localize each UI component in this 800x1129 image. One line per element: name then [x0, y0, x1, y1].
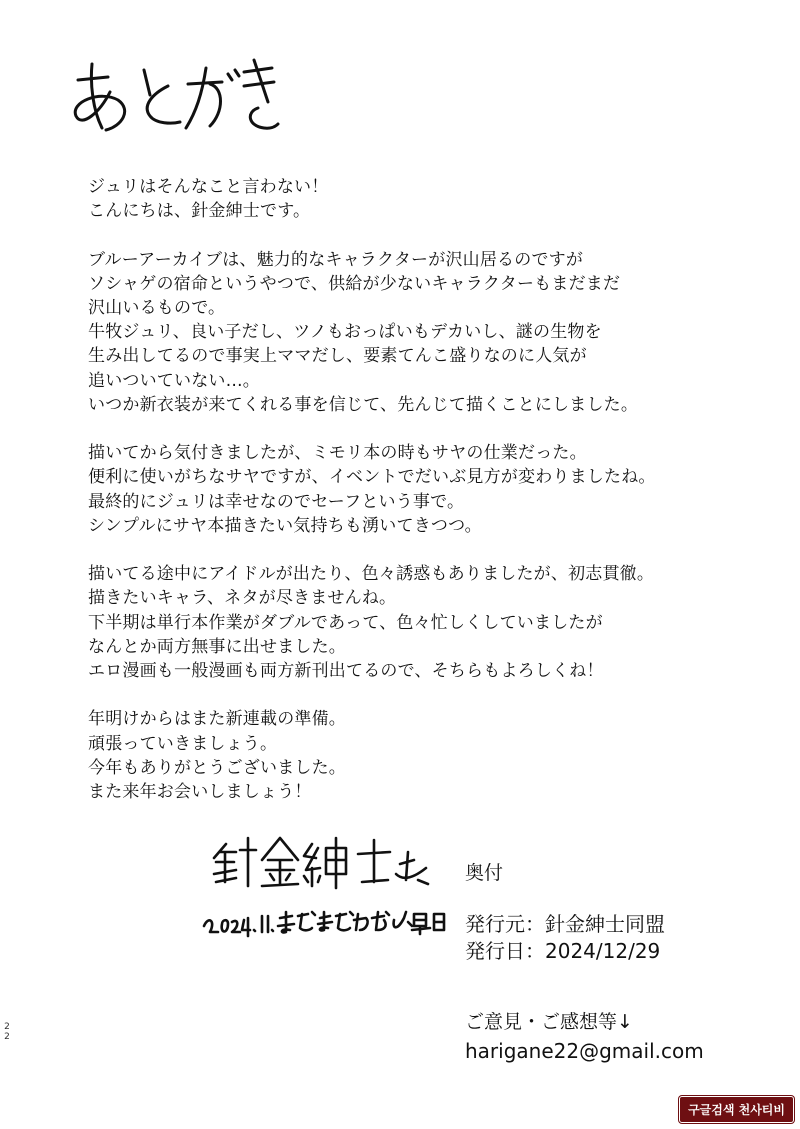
body-line: 追いついていない…。 [88, 370, 260, 391]
body-line: 便利に使いがちなサヤですが、イベントでだいぶ見方が変わりましたね。 [88, 467, 656, 488]
publisher-line: 発行元：針金紳士同盟 [465, 912, 665, 936]
contact-label: ご意見・ご感想等↓ [465, 1011, 633, 1033]
body-line: 年明けからはまた新連載の準備。 [88, 709, 346, 730]
body-line: 今年もありがとうございました。 [88, 757, 346, 778]
body-line: ソシャゲの宿命というやつで、供給が少ないキャラクターもまだまだ [88, 273, 621, 294]
svg-text:針金紳士: 針金紳士 [200, 830, 204, 831]
body-line: 牛牧ジュリ、良い子だし、ツノもおっぱいもデカいし、謎の生物を [88, 322, 602, 343]
svg-text:2024.11.まだまだなぜか暑い日: 2024.11.まだまだなぜか暑い日 [200, 832, 215, 833]
body-paragraph [88, 175, 778, 223]
publish-date-line: 発行日：2024/12/29 [465, 939, 661, 963]
colophon-heading: 奥付 [465, 862, 504, 884]
body-line: こんにちは、針金紳士です。 [88, 201, 311, 222]
body-line: エロ漫画も一般漫画も両方新刊出てるので、そちらもよろしくね！ [88, 661, 604, 682]
body-line: 描いてる途中にアイドルが出たり、色々誘惑もありましたが、初志貫徹。 [88, 564, 655, 585]
contact-email: harigane22@gmail.com [465, 1039, 704, 1063]
body-paragraph [88, 562, 778, 683]
body-line: ブルーアーカイブは、魅力的なキャラクターが沢山居るのですが [88, 249, 584, 270]
body-line: 最終的にジュリは幸せなのでセーフという事で。 [88, 491, 465, 512]
body-line: ジュリはそんなこと言わない！ [88, 177, 329, 197]
handwritten-signature [200, 830, 450, 970]
body-line: 沢山いるもので。 [88, 298, 226, 318]
body-paragraph [88, 248, 778, 417]
body-line: いつか新衣装が来てくれる事を信じて、先んじて描くことにしました。 [88, 394, 639, 415]
body-line: 頑張っていきましょう。 [88, 733, 278, 754]
body-line: 生み出してるので事実上ママだし、要素てんこ盛りなのに人気が [88, 346, 587, 367]
afterword-title [60, 50, 280, 140]
page-number-digits: 2 2 [4, 1022, 10, 1042]
body-line: シンプルにサヤ本描きたい気持ちも湧いてきつつ。 [88, 515, 482, 536]
page-number [2, 1022, 12, 1042]
colophon [465, 858, 765, 965]
svg-text:あとがき: あとがき [60, 50, 64, 51]
body-paragraph [88, 707, 778, 804]
body-paragraph [88, 441, 778, 538]
body-line: 描きたいキャラ、ネタが尽きませんね。 [88, 588, 397, 609]
handwritten-title-logo [60, 50, 280, 140]
afterword-body [88, 175, 778, 828]
signature-image [200, 830, 450, 970]
body-line: 描いてから気付きましたが、ミモリ本の時もサヤの仕業だった。 [88, 443, 587, 464]
watermark-badge: 구글검색 천사티비 [679, 1096, 794, 1123]
body-line: また来年お会いしましょう！ [88, 782, 312, 803]
contact-block [465, 1008, 785, 1066]
body-line: 下半期は単行本作業がダブルであって、色々忙しくしていましたが [88, 612, 603, 633]
body-line: なんとか両方無事に出せました。 [88, 636, 346, 657]
